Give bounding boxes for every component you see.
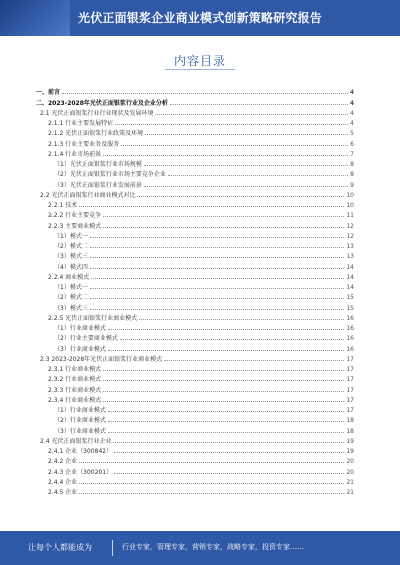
toc-entry-label: 2.2.2 行业主要竞争 bbox=[48, 212, 102, 220]
toc-entry-label: （2）模式二 bbox=[54, 294, 88, 302]
toc-entry-leader bbox=[103, 391, 344, 392]
toc-entry[interactable] bbox=[36, 260, 354, 270]
toc-entry[interactable] bbox=[36, 178, 354, 188]
toc-entry-leader bbox=[90, 309, 345, 310]
toc-entry[interactable] bbox=[36, 158, 354, 168]
toc-entry[interactable] bbox=[36, 342, 354, 352]
toc-entry-leader bbox=[108, 329, 345, 330]
toc-entry-label: （1）光伏正面银浆行业市场规模 bbox=[54, 161, 142, 168]
toc-entry[interactable] bbox=[36, 373, 354, 383]
toc-entry-label: （3）模式三 bbox=[54, 304, 88, 312]
toc-entry-page: 16 bbox=[346, 335, 354, 343]
toc-entry-leader bbox=[103, 401, 344, 402]
toc-entry[interactable] bbox=[36, 414, 354, 424]
toc-entry-page: 16 bbox=[346, 314, 354, 322]
toc-entry-label: 2.4.2 企业 bbox=[48, 458, 78, 466]
toc-entry-page: 21 bbox=[346, 489, 354, 496]
toc-entry-page: 17 bbox=[346, 396, 354, 404]
toc-entry-page: 16 bbox=[346, 325, 354, 332]
toc-entry-label: 2.1.2 光伏正面银浆行业政策及环境 bbox=[48, 130, 144, 138]
toc-entry[interactable] bbox=[36, 476, 354, 486]
toc-entry-leader bbox=[90, 237, 345, 238]
toc-entry-label: （1）行业商业模式 bbox=[54, 407, 106, 414]
toc-entry-page: 17 bbox=[346, 366, 354, 373]
toc-entry-leader bbox=[144, 165, 348, 166]
toc-entry-label: （3）行业商业模式 bbox=[54, 427, 106, 435]
toc-entry[interactable] bbox=[36, 271, 354, 281]
toc-entry[interactable] bbox=[36, 230, 354, 240]
toc-entry-label: 2.2.5 光伏正面银浆行业商业模式 bbox=[48, 314, 138, 322]
toc-entry-label: 2.4.1 企业（300842） bbox=[48, 448, 113, 455]
toc-entry-page: 17 bbox=[346, 355, 354, 363]
toc-entry[interactable] bbox=[36, 240, 354, 250]
toc-entry-label: 2.1.3 行业主要业务及服务 bbox=[48, 140, 120, 148]
toc-entry-leader bbox=[79, 206, 344, 207]
toc-entry[interactable] bbox=[36, 455, 354, 465]
toc-entry-page: 13 bbox=[346, 253, 354, 261]
toc-entry[interactable] bbox=[36, 219, 354, 229]
toc-entry-page: 17 bbox=[346, 386, 354, 394]
toc-entry-leader bbox=[103, 370, 344, 371]
toc-entry[interactable] bbox=[36, 394, 354, 404]
toc-entry-leader bbox=[115, 124, 348, 125]
toc-entry[interactable] bbox=[36, 148, 354, 158]
report-title: 光伏正面银浆企业商业模式创新策略研究报告 bbox=[78, 11, 323, 25]
toc-entry[interactable] bbox=[36, 486, 354, 496]
toc-heading: 内容目录 bbox=[173, 54, 226, 68]
toc-entry[interactable] bbox=[36, 332, 354, 342]
toc-entry[interactable] bbox=[36, 291, 354, 301]
toc-entry-page: 4 bbox=[349, 89, 354, 97]
toc-entry-label: 一、前言 bbox=[36, 89, 61, 97]
toc-entry-page: 20 bbox=[346, 468, 354, 476]
table-of-contents bbox=[36, 86, 354, 496]
toc-entry-leader bbox=[120, 339, 345, 340]
toc-entry-label: 2.1.1 行业主要发展特征 bbox=[48, 120, 114, 127]
toc-entry-label: （1）模式一 bbox=[54, 284, 88, 291]
toc-entry-page: 4 bbox=[350, 120, 354, 127]
toc-entry-leader bbox=[79, 483, 344, 484]
toc-entry-label: 2.2 光伏正面银浆行业商业模式对比 bbox=[40, 191, 136, 199]
toc-entry-page: 11 bbox=[346, 212, 354, 220]
toc-entry-page: 21 bbox=[346, 478, 354, 486]
toc-entry-page: 14 bbox=[346, 273, 354, 281]
toc-entry-leader bbox=[168, 175, 348, 176]
toc-entry[interactable] bbox=[36, 127, 354, 137]
toc-heading-underline bbox=[165, 69, 235, 70]
toc-entry-leader bbox=[91, 278, 344, 279]
toc-entry-page: 18 bbox=[346, 417, 354, 425]
toc-entry-label: （3）模式三 bbox=[54, 253, 88, 261]
toc-entry-page: 12 bbox=[346, 232, 354, 240]
toc-entry-label: （2）行业主要商业模式 bbox=[54, 335, 118, 343]
toc-entry-leader bbox=[103, 155, 348, 156]
toc-entry-page: 8 bbox=[350, 161, 354, 168]
toc-entry-page: 10 bbox=[346, 191, 354, 199]
toc-entry-label: （1）行业商业模式 bbox=[54, 325, 106, 332]
toc-entry[interactable] bbox=[36, 301, 354, 311]
toc-entry-label: 2.2.4 商业模式 bbox=[48, 273, 90, 281]
toc-entry[interactable] bbox=[36, 96, 354, 106]
toc-entry-page: 5 bbox=[350, 130, 354, 138]
report-header bbox=[0, 0, 400, 36]
toc-entry[interactable] bbox=[36, 404, 354, 414]
toc-entry-page: 20 bbox=[346, 458, 354, 466]
toc-entry-leader bbox=[90, 288, 345, 289]
toc-entry-label: （4）模式四 bbox=[54, 263, 88, 271]
toc-entry-label: 2.2.1 技术 bbox=[48, 202, 78, 209]
toc-entry-page: 4 bbox=[350, 109, 354, 117]
toc-entry-page: 6 bbox=[350, 140, 354, 148]
toc-entry-leader bbox=[114, 473, 344, 474]
toc-entry-page: 7 bbox=[350, 150, 354, 158]
toc-entry-page: 19 bbox=[346, 437, 354, 445]
toc-entry-page: 4 bbox=[349, 99, 354, 107]
toc-entry-page: 14 bbox=[346, 284, 354, 291]
toc-entry-label: （2）模式二 bbox=[54, 243, 88, 250]
toc-entry-leader bbox=[139, 319, 344, 320]
toc-entry[interactable] bbox=[36, 137, 354, 147]
toc-entry-label: （2）光伏正面银浆行业市场主要竞争企业 bbox=[54, 171, 166, 179]
toc-entry-label: 2.4.3 企业（300201） bbox=[48, 468, 113, 476]
toc-entry-leader bbox=[170, 104, 348, 105]
toc-entry[interactable] bbox=[36, 86, 354, 96]
toc-entry-page: 19 bbox=[346, 448, 354, 455]
toc-entry-page: 16 bbox=[346, 345, 354, 353]
toc-entry-label: 2.4.5 企业 bbox=[48, 489, 78, 496]
toc-entry-leader bbox=[113, 442, 344, 443]
toc-entry[interactable] bbox=[36, 189, 354, 199]
toc-entry-leader bbox=[103, 227, 344, 228]
toc-entry[interactable] bbox=[36, 199, 354, 209]
toc-entry-label: （3）行业商业模式 bbox=[54, 345, 106, 353]
toc-entry-leader bbox=[90, 298, 345, 299]
toc-entry-page: 9 bbox=[350, 181, 354, 189]
toc-entry-label: （2）行业商业模式 bbox=[54, 417, 106, 425]
toc-entry-leader bbox=[108, 421, 345, 422]
toc-entry-page: 18 bbox=[346, 427, 354, 435]
toc-entry-page: 15 bbox=[346, 304, 354, 312]
toc-entry-leader bbox=[155, 114, 348, 115]
toc-entry-label: 2.3.3 行业商业模式 bbox=[48, 386, 102, 394]
report-footer bbox=[0, 531, 400, 565]
toc-entry[interactable] bbox=[36, 209, 354, 219]
footer-tagline: 行业专家，管理专家，营销专家，战略专家，投资专家…… bbox=[122, 543, 304, 551]
toc-entry-page: 10 bbox=[346, 202, 354, 209]
toc-entry-page: 12 bbox=[346, 222, 354, 230]
toc-entry-label: 2.3.1 行业商业模式 bbox=[48, 366, 102, 373]
toc-entry[interactable] bbox=[36, 435, 354, 445]
toc-entry-leader bbox=[79, 462, 344, 463]
toc-entry-leader bbox=[164, 360, 344, 361]
toc-entry-label: （1）模式一 bbox=[54, 232, 88, 240]
toc-entry[interactable] bbox=[36, 281, 354, 291]
toc-entry-leader bbox=[144, 186, 348, 187]
toc-entry-label: 2.3 2023-2028年光伏正面银浆行业商业模式 bbox=[40, 355, 163, 363]
toc-entry-page: 15 bbox=[346, 294, 354, 302]
footer-divider bbox=[112, 540, 113, 556]
toc-entry-leader bbox=[103, 216, 344, 217]
toc-entry-page: 14 bbox=[346, 263, 354, 271]
toc-entry[interactable] bbox=[36, 117, 354, 127]
toc-entry[interactable] bbox=[36, 168, 354, 178]
header-accent-stripe bbox=[0, 0, 70, 36]
toc-entry-leader bbox=[145, 134, 348, 135]
toc-entry-leader bbox=[108, 432, 345, 433]
toc-entry[interactable] bbox=[36, 363, 354, 373]
toc-entry-label: （3）光伏正面银浆行业发展前景 bbox=[54, 181, 142, 189]
toc-entry-page: 8 bbox=[350, 171, 354, 179]
toc-entry-leader bbox=[90, 268, 345, 269]
toc-entry-label: 2.4.4 企业 bbox=[48, 478, 78, 486]
toc-entry[interactable] bbox=[36, 383, 354, 393]
toc-entry-leader bbox=[137, 196, 344, 197]
toc-entry[interactable] bbox=[36, 445, 354, 455]
toc-entry-leader bbox=[103, 380, 344, 381]
toc-entry-leader bbox=[114, 452, 344, 453]
toc-entry-page: 17 bbox=[346, 407, 354, 414]
footer-slogan: 让每个人都能成为 bbox=[28, 543, 92, 552]
toc-entry[interactable] bbox=[36, 312, 354, 322]
toc-entry-page: 13 bbox=[346, 243, 354, 250]
toc-entry-leader bbox=[90, 247, 345, 248]
toc-entry[interactable] bbox=[36, 250, 354, 260]
toc-entry-label: 2.2.3 主要商业模式 bbox=[48, 222, 102, 230]
toc-entry[interactable] bbox=[36, 107, 354, 117]
toc-entry-label: 2.3.4 行业商业模式 bbox=[48, 396, 102, 404]
toc-entry-label: 二、2023-2028年光伏正面银浆行业及企业分析 bbox=[36, 99, 168, 107]
toc-entry[interactable] bbox=[36, 424, 354, 434]
toc-entry-leader bbox=[79, 493, 344, 494]
toc-entry-page: 17 bbox=[346, 376, 354, 384]
toc-entry[interactable] bbox=[36, 465, 354, 475]
toc-entry-label: 2.4 光伏正面银浆行业企业 bbox=[40, 437, 112, 445]
toc-entry[interactable] bbox=[36, 353, 354, 363]
toc-entry-leader bbox=[62, 93, 348, 94]
toc-entry-leader bbox=[108, 350, 345, 351]
toc-entry-label: 2.3.2 行业商业模式 bbox=[48, 376, 102, 384]
toc-entry-leader bbox=[121, 145, 348, 146]
toc-entry-leader bbox=[90, 257, 345, 258]
toc-entry-leader bbox=[108, 411, 345, 412]
toc-entry[interactable] bbox=[36, 322, 354, 332]
toc-entry-label: 2.1 光伏正面银浆行业行业现状及发展环境 bbox=[40, 109, 154, 117]
toc-entry-label: 2.1.4 行业市场前景 bbox=[48, 150, 102, 158]
